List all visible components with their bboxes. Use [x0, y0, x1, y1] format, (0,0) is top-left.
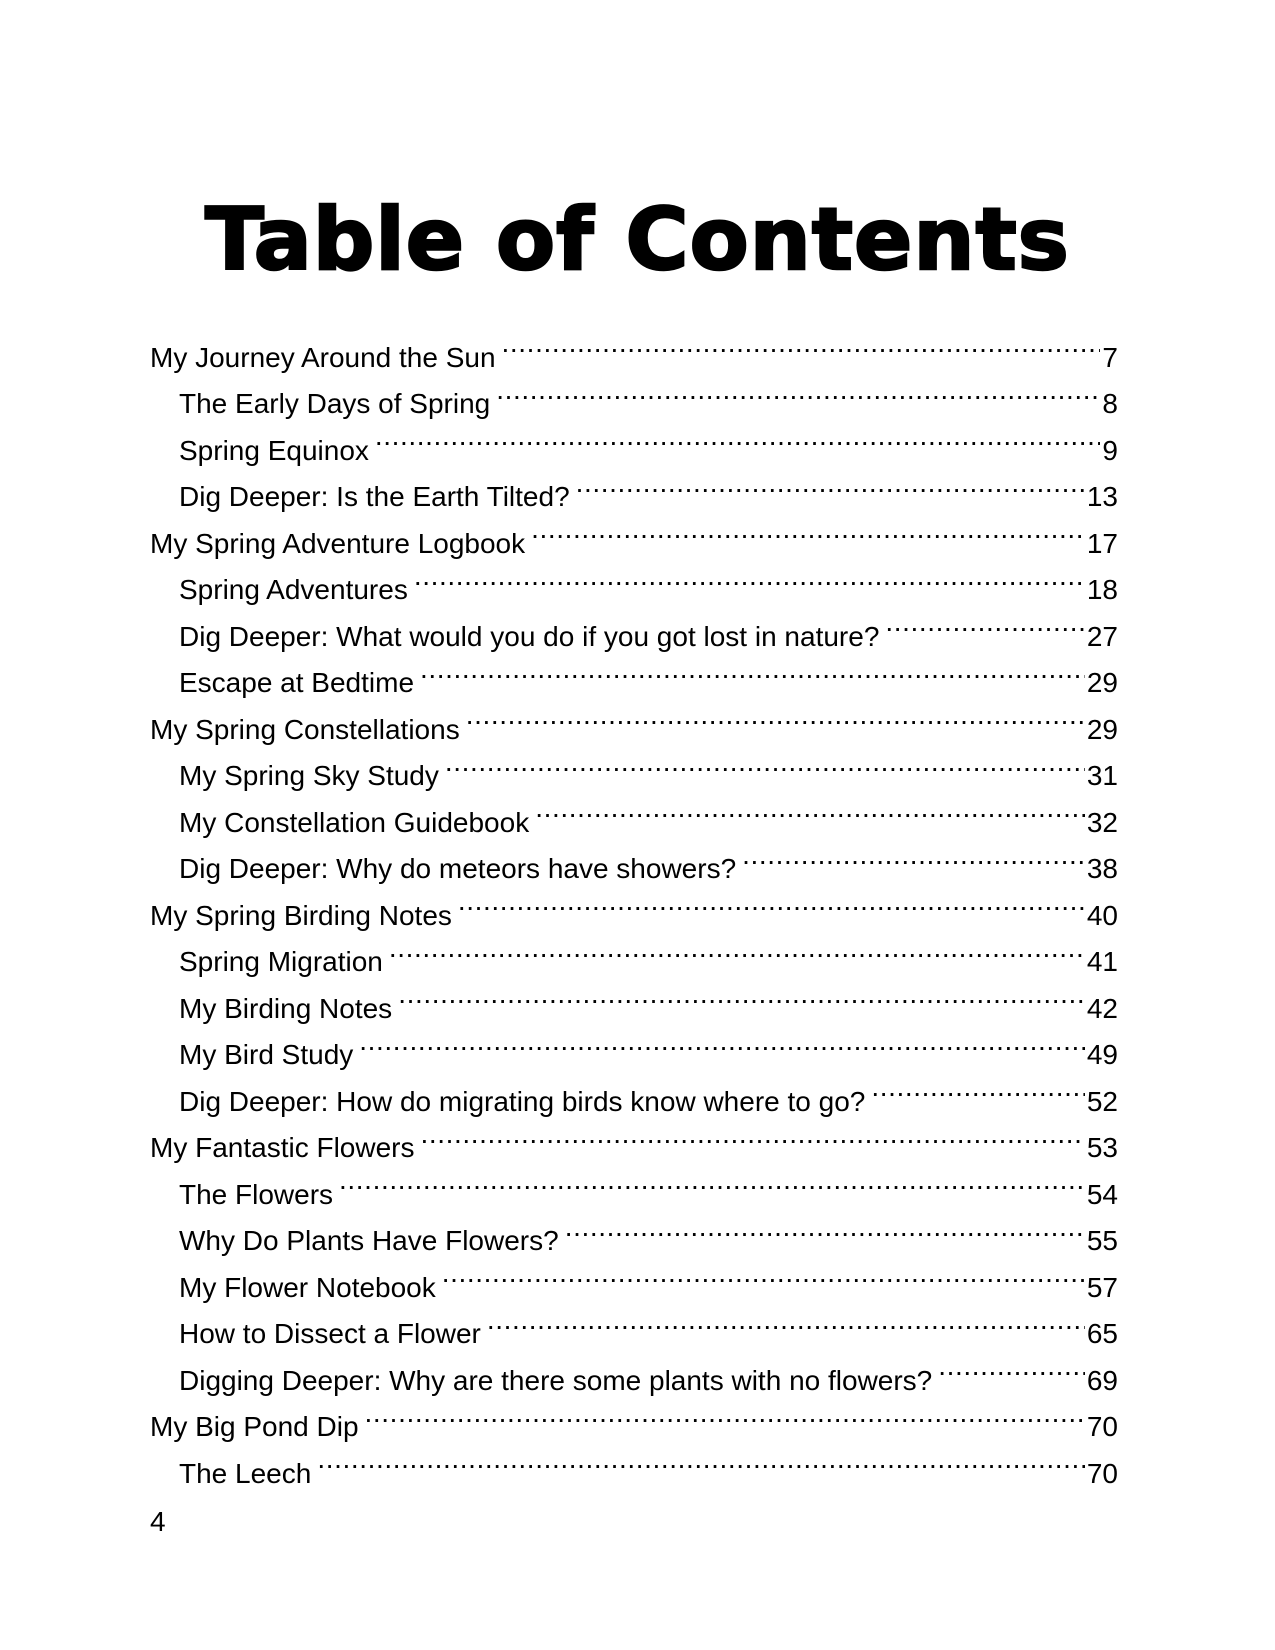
- dot-leader: [531, 506, 1085, 553]
- toc-entry-title: My Bird Study: [179, 1039, 354, 1070]
- dot-leader: [339, 1157, 1085, 1204]
- toc-entry-page: 55: [1086, 1225, 1118, 1256]
- dot-leader: [871, 1064, 1085, 1111]
- toc-entry-title: Dig Deeper: Is the Earth Tilted?: [179, 481, 570, 512]
- dot-leader: [442, 1250, 1085, 1297]
- toc-entry-title: Dig Deeper: How do migrating birds know where to go?: [179, 1085, 866, 1117]
- toc-entry-title: Escape at Bedtime: [179, 667, 415, 698]
- toc-entry-title: Spring Migration: [179, 946, 383, 977]
- toc-entry-page: 32: [1086, 806, 1118, 838]
- toc-entry-title: Spring Equinox: [179, 434, 369, 466]
- toc-entry-page: 49: [1086, 1039, 1118, 1070]
- toc-entry-page: 9: [1102, 434, 1118, 466]
- toc-entry-page: 65: [1086, 1318, 1118, 1349]
- dot-leader: [398, 971, 1085, 1018]
- toc-entry-page: 54: [1086, 1178, 1118, 1210]
- dot-leader: [742, 832, 1085, 879]
- toc-entry-page: 8: [1102, 388, 1118, 419]
- dot-leader: [420, 646, 1085, 693]
- dot-leader: [576, 460, 1085, 507]
- toc-entry-page: 31: [1086, 760, 1118, 791]
- toc-entry-page: 7: [1102, 341, 1118, 373]
- toc-entry-title: Digging Deeper: Why are there some plants with no flowers?: [179, 1364, 933, 1396]
- toc-entry-page: 18: [1086, 574, 1118, 605]
- toc-entry-page: 53: [1086, 1132, 1118, 1163]
- toc-entry-title: My Flower Notebook: [179, 1271, 436, 1303]
- toc-entry-title: Why Do Plants Have Flowers?: [179, 1225, 559, 1256]
- toc-entry-title: My Journey Around the Sun: [150, 341, 496, 373]
- dot-leader: [496, 367, 1100, 414]
- toc-entry-page: 17: [1086, 527, 1118, 559]
- toc-entry-title: My Big Pond Dip: [150, 1411, 359, 1442]
- toc-entry-title: The Early Days of Spring: [179, 388, 491, 419]
- toc-entry-title: Dig Deeper: What would you do if you got lost in nature?: [179, 620, 880, 652]
- toc-entry-page: 13: [1086, 481, 1118, 512]
- toc-entry-title: The Flowers: [179, 1178, 334, 1210]
- toc-entry-title: My Constellation Guidebook: [179, 806, 530, 838]
- toc-entry-page: 70: [1086, 1411, 1118, 1442]
- toc-entry-title: My Spring Adventure Logbook: [150, 527, 526, 559]
- toc-entry-title: My Spring Sky Study: [179, 760, 439, 791]
- toc-entry-page: 41: [1086, 946, 1118, 977]
- toc-entry-page: 38: [1086, 853, 1118, 884]
- dot-leader: [535, 785, 1085, 832]
- toc-entry-page: 70: [1086, 1457, 1118, 1489]
- dot-leader: [466, 692, 1085, 739]
- page-number: 4: [150, 1506, 166, 1537]
- toc-entry-page: 52: [1086, 1085, 1118, 1117]
- toc-entry-title: My Birding Notes: [179, 992, 393, 1024]
- toc-entry-page: 27: [1086, 620, 1118, 652]
- dot-leader: [359, 1018, 1085, 1065]
- toc-entry-page: 29: [1086, 667, 1118, 698]
- dot-leader: [365, 1390, 1085, 1437]
- toc-entry-page: 29: [1086, 713, 1118, 745]
- toc-entry-page: 57: [1086, 1271, 1118, 1303]
- toc-entry-title: How to Dissect a Flower: [179, 1318, 481, 1349]
- dot-leader: [317, 1436, 1085, 1483]
- toc-entry-title: The Leech: [179, 1457, 312, 1489]
- toc-entry-title: Spring Adventures: [179, 574, 408, 605]
- dot-leader: [421, 1111, 1085, 1158]
- dot-leader: [389, 925, 1085, 972]
- dot-leader: [502, 320, 1101, 367]
- dot-leader: [414, 553, 1085, 600]
- dot-leader: [885, 599, 1084, 646]
- toc-entry-page: 40: [1086, 899, 1118, 931]
- toc-entry-page: 69: [1086, 1364, 1118, 1396]
- table-of-contents: [150, 320, 1118, 1489]
- toc-entry-title: My Spring Constellations: [150, 713, 460, 745]
- dot-leader: [487, 1297, 1085, 1344]
- toc-entry-title: My Fantastic Flowers: [150, 1132, 415, 1163]
- toc-entry[interactable]: [150, 320, 1118, 373]
- toc-entry-title: Dig Deeper: Why do meteors have showers?: [179, 853, 737, 884]
- dot-leader: [375, 413, 1101, 460]
- dot-leader: [565, 1204, 1085, 1251]
- toc-entry-title: My Spring Birding Notes: [150, 899, 452, 931]
- dot-leader: [445, 739, 1085, 786]
- page-title: Table of Contents: [205, 189, 1070, 290]
- toc-entry-page: 42: [1086, 992, 1118, 1024]
- dot-leader: [938, 1343, 1085, 1390]
- dot-leader: [458, 878, 1085, 925]
